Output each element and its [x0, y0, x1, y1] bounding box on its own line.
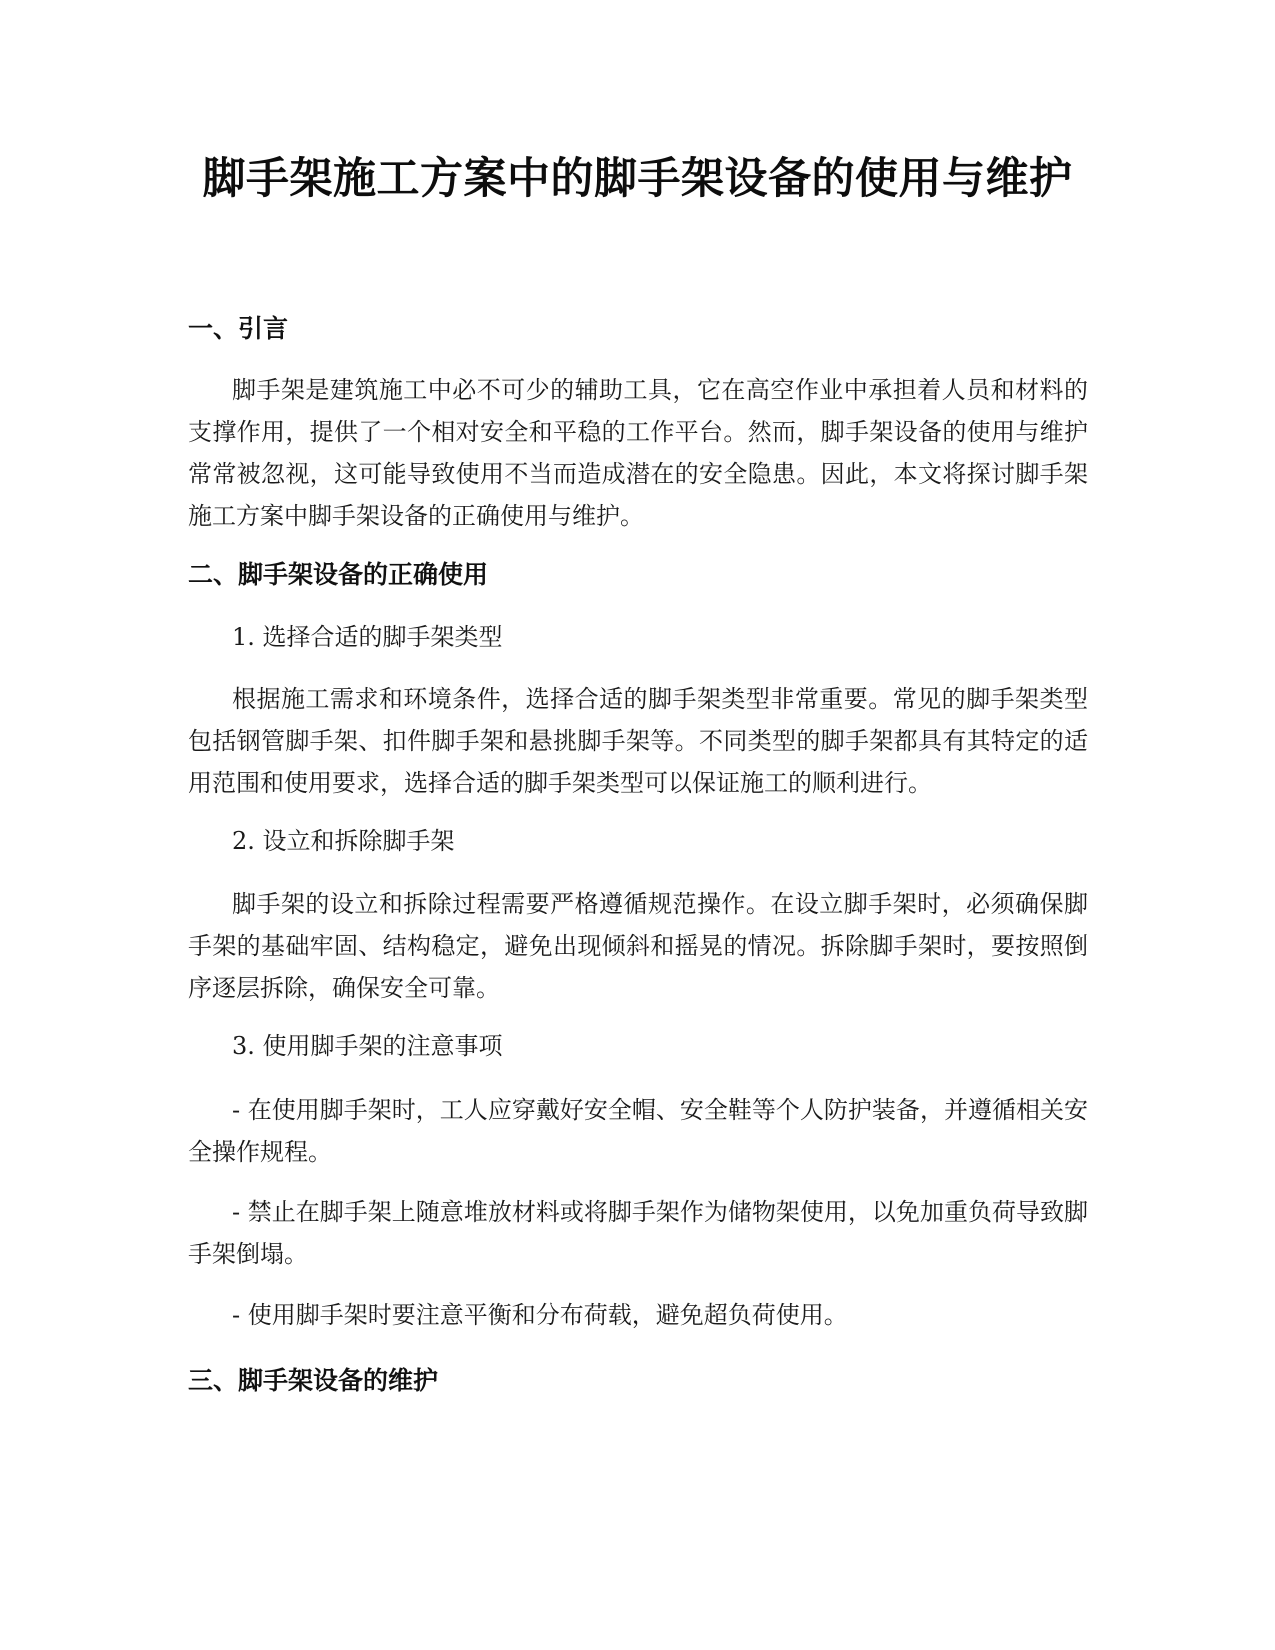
usage-note-item: - 禁止在脚手架上随意堆放材料或将脚手架作为储物架使用，以免加重负荷导致脚手架倒塌。 — [188, 1198, 1088, 1268]
introduction-paragraph: 脚手架是建筑施工中必不可少的辅助工具，它在高空作业中承担着人员和材料的支撑作用，提供了一个相对安全和平稳的工作平台。然而，脚手架设备的使用与维护常常被忽视，这可能导致使用不当而造成潜在的安全隐患。因此，本文将探讨脚手架施工方案中脚手架设备的正确使用与维护。 — [188, 376, 1088, 530]
section-heading-introduction: 一、引言 — [188, 314, 289, 343]
subheading-usage-notes: 3. 使用脚手架的注意事项 — [232, 1032, 503, 1060]
usage-note-item: - 使用脚手架时要注意平衡和分布荷载，避免超负荷使用。 — [232, 1301, 848, 1329]
select-type-paragraph: 根据施工需求和环境条件，选择合适的脚手架类型非常重要。常见的脚手架类型包括钢管脚手架、扣件脚手架和悬挑脚手架等。不同类型的脚手架都具有其特定的适用范围和使用要求，选择合适的脚手架类型可以保证施工的顺利进行。 — [188, 685, 1088, 797]
erect-dismantle-paragraph: 脚手架的设立和拆除过程需要严格遵循规范操作。在设立脚手架时，必须确保脚手架的基础牢固、结构稳定，避免出现倾斜和摇晃的情况。拆除脚手架时，要按照倒序逐层拆除，确保安全可靠。 — [188, 890, 1088, 1002]
section-heading-maintenance: 三、脚手架设备的维护 — [188, 1366, 439, 1395]
subheading-select-type: 1. 选择合适的脚手架类型 — [232, 623, 503, 651]
usage-note-item: - 在使用脚手架时，工人应穿戴好安全帽、安全鞋等个人防护装备，并遵循相关安全操作规程。 — [188, 1096, 1088, 1166]
document-title: 脚手架施工方案中的脚手架设备的使用与维护 — [202, 154, 1073, 204]
subheading-erect-dismantle: 2. 设立和拆除脚手架 — [232, 827, 455, 855]
section-heading-correct-use: 二、脚手架设备的正确使用 — [188, 560, 489, 589]
